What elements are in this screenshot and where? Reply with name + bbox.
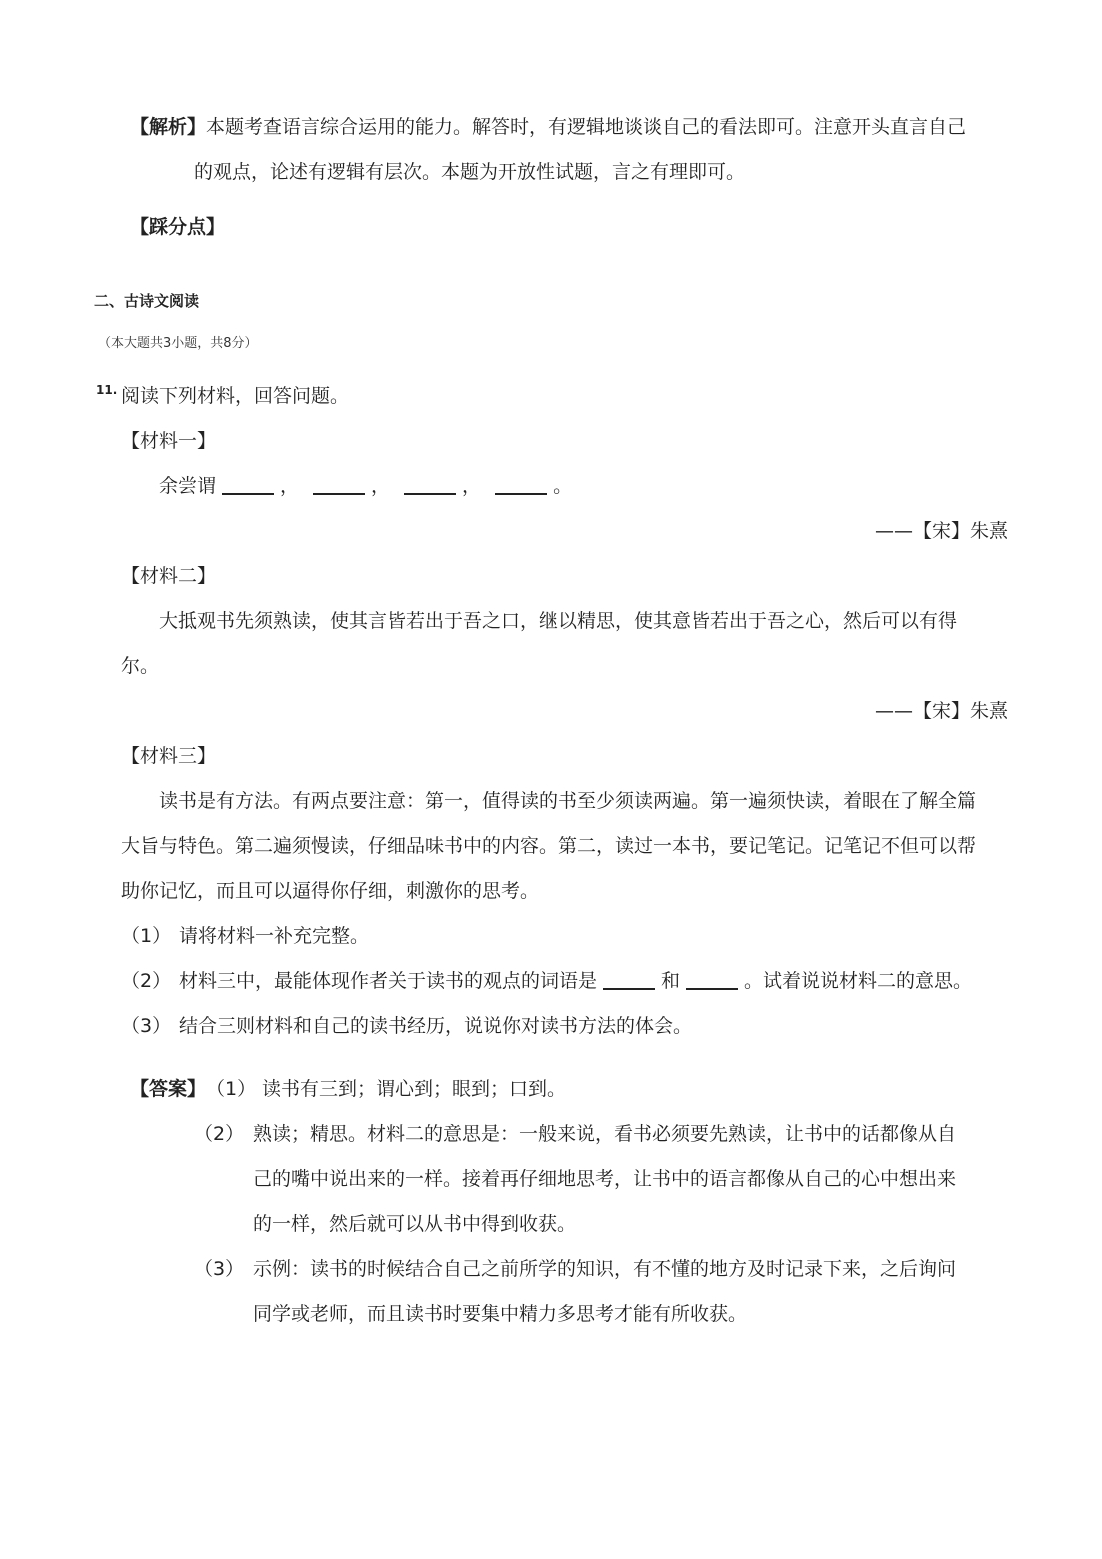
sub-question-1-text: 请将材料一补充完整。	[179, 925, 370, 947]
blank-4[interactable]	[495, 475, 547, 495]
blank-1[interactable]	[222, 475, 274, 495]
analysis-text-2: 的观点，论述有逻辑有层次。本题为开放性试题，言之有理即可。	[194, 161, 746, 183]
answer-2-line-1: 熟读；精思。材料二的意思是：一般来说，看书必须要先熟读，让书中的话都像从自	[253, 1123, 957, 1145]
sub-question-2-num: （2）	[121, 970, 172, 992]
blank-5[interactable]	[603, 970, 655, 990]
material1-start: 余尝谓	[159, 475, 217, 497]
sub2-text-a: 材料三中，最能体现作者关于读书的观点的词语是	[179, 970, 598, 992]
material3-line-3: 助你记忆，而且可以逼得你仔细，刺激你的思考。	[121, 880, 540, 902]
sep-3: ，	[462, 475, 482, 497]
question-number: 11.	[96, 383, 118, 397]
answer-2-num: （2）	[194, 1123, 245, 1145]
sub-question-2-text	[179, 968, 972, 994]
sub2-text-b: 。试着说说材料二的意思。	[744, 970, 973, 992]
answer-1-text: 读书有三到；谓心到；眼到；口到。	[262, 1078, 567, 1100]
sub-question-3-text: 结合三则材料和自己的读书经历，说说你对读书方法的体会。	[179, 1015, 693, 1037]
analysis-label: 【解析】	[130, 116, 207, 138]
material3-line-1: 读书是有方法。有两点要注意：第一，值得读的书至少须读两遍。第一遍须快读，着眼在了解全篇	[159, 790, 977, 812]
material2-line-1: 大抵观书先须熟读，使其言皆若出于吾之口，继以精思，使其意皆若出于吾之心，然后可以有得	[159, 610, 958, 632]
material2-label: 【材料二】	[121, 565, 217, 587]
material1-end: 。	[553, 475, 573, 497]
material1-label: 【材料一】	[121, 430, 217, 452]
material2-attribution: ——【宋】朱熹	[874, 700, 1008, 722]
blank-3[interactable]	[404, 475, 456, 495]
scoring-points-label: 【踩分点】	[130, 216, 226, 238]
material2-line-2: 尔。	[121, 655, 160, 677]
sub-question-3-num: （3）	[121, 1015, 172, 1037]
material3-label: 【材料三】	[121, 745, 217, 767]
question-prompt: 阅读下列材料，回答问题。	[121, 385, 350, 407]
blank-2[interactable]	[313, 475, 365, 495]
material1-attribution: ——【宋】朱熹	[874, 520, 1008, 542]
analysis-text-1: 本题考查语言综合运用的能力。解答时，有逻辑地谈谈自己的看法即可。注意开头直言自己	[206, 116, 967, 138]
blank-6[interactable]	[686, 970, 738, 990]
answer-1-num: （1）	[206, 1078, 257, 1100]
answer-3-num: （3）	[194, 1258, 245, 1280]
section-title: 二、古诗文阅读	[94, 292, 200, 310]
answer-2-line-3: 的一样，然后就可以从书中得到收获。	[253, 1213, 577, 1235]
material3-line-2: 大旨与特色。第二遍须慢读，仔细品味书中的内容。第二，读过一本书，要记笔记。记笔记不但可以帮	[121, 835, 977, 857]
answer-3-line-1: 示例：读书的时候结合自己之前所学的知识，有不懂的地方及时记录下来，之后询问	[253, 1258, 957, 1280]
section-note: （本大题共3小题，共8分）	[98, 336, 258, 351]
sub2-and: 和	[661, 970, 681, 992]
answer-3-line-2: 同学或老师，而且读书时要集中精力多思考才能有所收获。	[253, 1303, 748, 1325]
sub-question-1-num: （1）	[121, 925, 172, 947]
answer-label: 【答案】	[130, 1078, 207, 1100]
material1-text	[159, 473, 572, 499]
analysis-line-1	[130, 114, 966, 140]
answer-2-line-2: 己的嘴中说出来的一样。接着再仔细地思考，让书中的语言都像从自己的心中想出来	[253, 1168, 957, 1190]
sep-2: ，	[371, 475, 391, 497]
sep-1: ，	[280, 475, 300, 497]
